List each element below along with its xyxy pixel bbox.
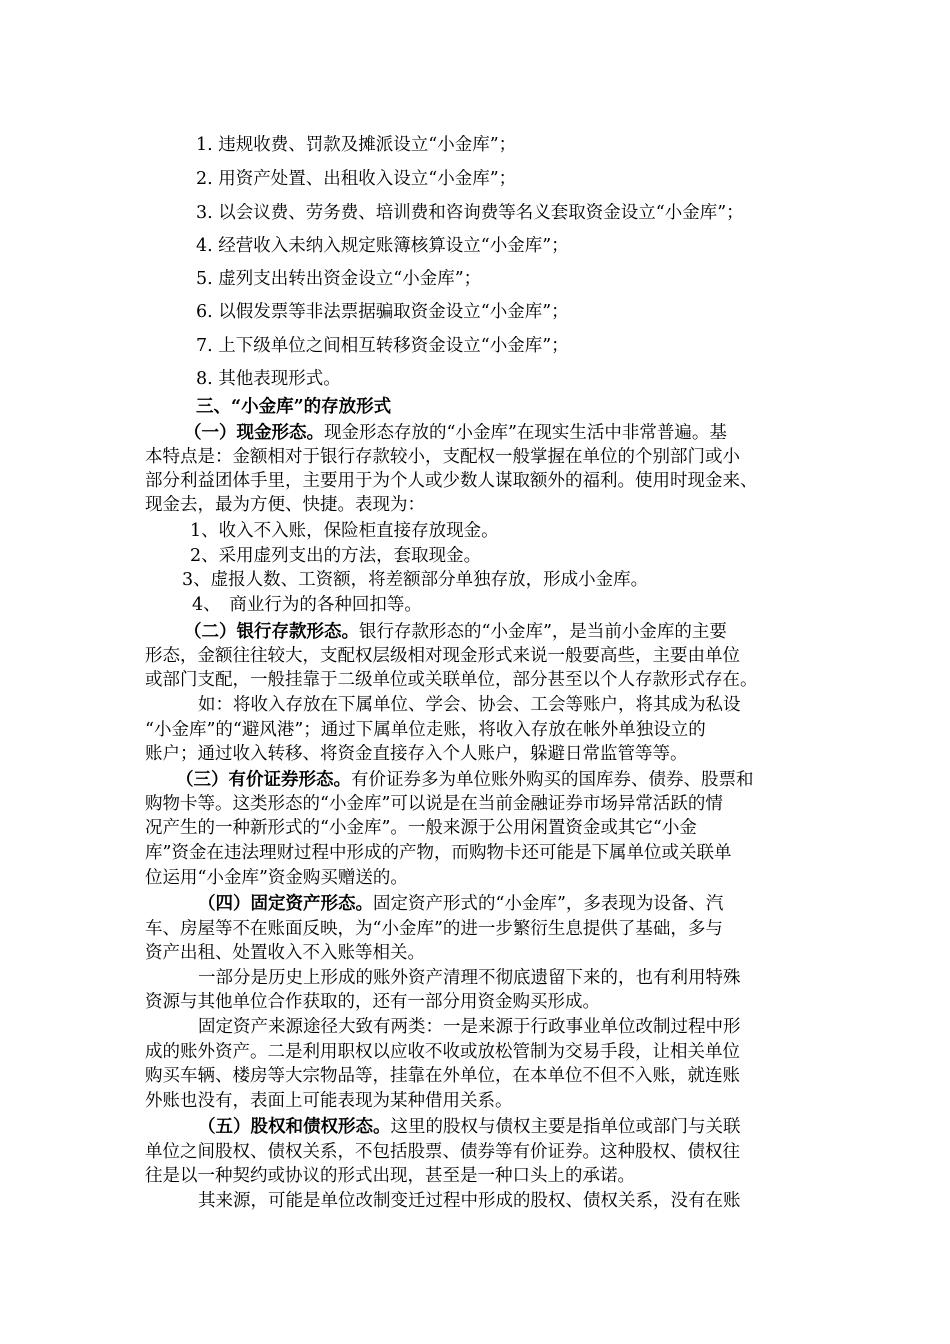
paragraph-line: 资产出租、处置收入不入账等相关。 [145, 943, 425, 963]
paragraph-line: 本特点是：金额相对于银行存款较小，支配权一般掌握在单位的个别部门或小 [145, 447, 740, 467]
list-item: 3、虚报人数、工资额，将差额部分单独存放，形成小金库。 [182, 570, 649, 590]
list-item: 5. 虚列支出转出资金设立“小金库”； [196, 269, 482, 289]
paragraph-line [176, 768, 754, 792]
paragraph-line: 现金去，最为方便、快捷。表现为： [145, 495, 425, 515]
section-heading: 三、“小金库”的存放形式 [196, 397, 392, 417]
paragraph-line: 形态，金额往往较大，支配权层级相对现金形式来说一般要高些，主要由单位 [145, 646, 740, 666]
paragraph-line: 外账也没有，表面上可能表现为某种借用关系。 [145, 1091, 513, 1111]
list-item: 7. 上下级单位之间相互转移资金设立“小金库”； [196, 336, 569, 356]
bank-heading: （二）银行存款形态。 [184, 622, 359, 642]
paragraph-line [198, 1115, 741, 1139]
paragraph-line: 如：将收入存放在下属单位、学会、协会、工会等账户，将其成为私设 [198, 695, 741, 715]
equity-text: 这里的股权与债权主要是指单位或部门与关联 [390, 1117, 741, 1137]
fixed-text: 固定资产形式的“小金库”，多表现为设备、汽 [373, 894, 724, 914]
list-item: 3. 以会议费、劳务费、培训费和咨询费等名义套取资金设立“小金库”； [196, 203, 744, 223]
list-item: 1. 违规收费、罚款及摊派设立“小金库”； [196, 135, 517, 155]
fixed-heading: （四）固定资产形态。 [198, 894, 373, 914]
list-item: 2. 用资产处置、出租收入设立“小金库”； [196, 169, 517, 189]
list-item: 2、采用虚列支出的方法，套取现金。 [190, 546, 482, 566]
list-item: 1、收入不入账，保险柜直接存放现金。 [190, 521, 499, 541]
paragraph-line: 资源与其他单位合作获取的，还有一部分用资金购买形成。 [145, 992, 600, 1012]
cash-heading: （一）现金形态。 [184, 423, 324, 443]
paragraph-line: 库”资金在违法理财过程中形成的产物，而购物卡还可能是下属单位或关联单 [145, 843, 732, 863]
securities-heading: （三）有价证券形态。 [176, 770, 351, 790]
paragraph-line: 单位之间股权、债权关系，不包括股票、债券等有价证券。这种股权、债权往 [145, 1142, 740, 1162]
paragraph-line: 往是以一种契约或协议的形式出现，甚至是一种口头上的承诺。 [145, 1166, 635, 1186]
paragraph-line: 其来源，可能是单位改制变迁过程中形成的股权、债权关系，没有在账 [198, 1191, 741, 1211]
paragraph-line [184, 620, 727, 644]
paragraph-line: 一部分是历史上形成的账外资产清理不彻底遗留下来的，也有利用特殊 [198, 968, 741, 988]
paragraph-line: 或部门支配，一般挂靠于二级单位或关联单位，部分甚至以个人存款形式存在。 [145, 670, 758, 690]
paragraph-line: 成的账外资产。二是利用职权以应收不收或放松管制为交易手段，让相关单位 [145, 1042, 740, 1062]
bank-text: 银行存款形态的“小金库”，是当前小金库的主要 [359, 622, 727, 642]
paragraph-line: 况产生的一种新形式的“小金库”。一般来源于公用闲置资金或其它“小金 [145, 818, 697, 838]
securities-text: 有价证券多为单位账外购买的国库券、债券、股票和 [351, 770, 754, 790]
paragraph-line: 购物卡等。这类形态的“小金库”可以说是在当前金融证券市场异常活跃的情 [145, 794, 723, 814]
paragraph-line [198, 892, 723, 916]
equity-heading: （五）股权和债权形态。 [198, 1117, 391, 1137]
paragraph-line: 部分利益团体手里，主要用于为个人或少数人谋取额外的福利。使用时现金来、 [145, 471, 758, 491]
list-item: 6. 以假发票等非法票据骗取资金设立“小金库”； [196, 302, 569, 322]
paragraph-line: 固定资产来源途径大致有两类：一是来源于行政事业单位改制过程中形 [198, 1017, 741, 1037]
list-item: 4、 商业行为的各种回扣等。 [192, 595, 422, 615]
list-item: 4. 经营收入未纳入规定账簿核算设立“小金库”； [196, 236, 569, 256]
paragraph-line: 账户；通过收入转移、将资金直接存入个人账户，躲避日常监管等等。 [145, 744, 688, 764]
paragraph-line [184, 421, 727, 445]
list-item: 8. 其他表现形式。 [196, 369, 341, 389]
paragraph-line: 购买车辆、楼房等大宗物品等，挂靠在外单位，在本单位不但不入账，就连账 [145, 1066, 740, 1086]
cash-text: 现金形态存放的“小金库”在现实生活中非常普遍。基 [324, 423, 727, 443]
paragraph-line: 位运用“小金库”资金购买赠送的。 [145, 868, 408, 888]
paragraph-line: 车、房屋等不在账面反映，为“小金库”的进一步繁衍生息提供了基础，多与 [145, 919, 723, 939]
paragraph-line: “小金库”的“避风港”；通过下属单位走账，将收入存放在帐外单独设立的 [145, 720, 706, 740]
